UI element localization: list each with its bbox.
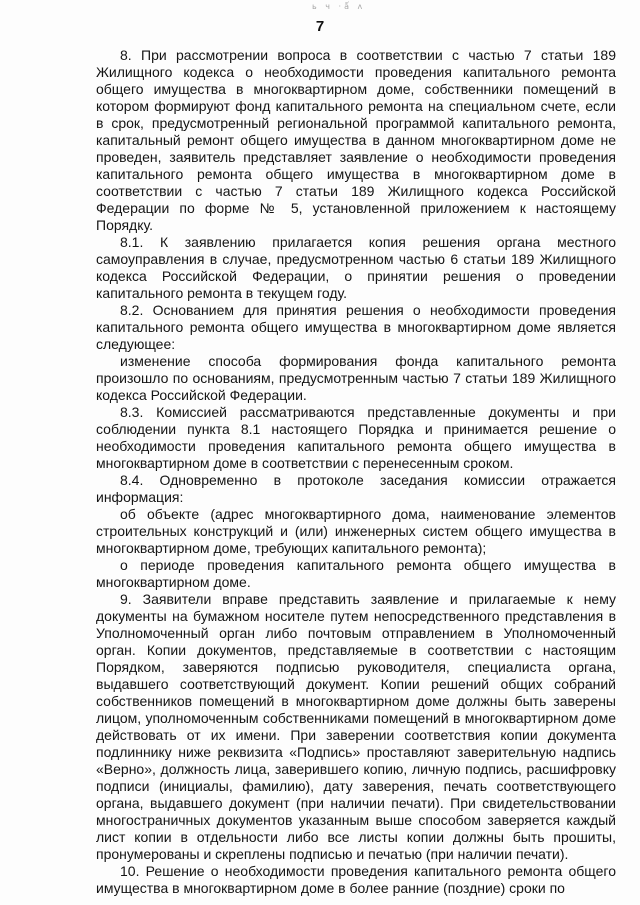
paragraph-10: 10. Решение о необходимости проведения капитального ремонта общего имущества в многоквартирном доме в более ранние (поздние) сроки по xyxy=(96,863,616,896)
paragraph-8-2: 8.2. Основанием для принятия решения о необходимости проведения капитального ремонта общего имущества в многоквартирном доме является следующее: xyxy=(96,302,616,352)
paragraph-8-3: 8.3. Комиссией рассматриваются представленные документы и при соблюдении пункта 8.1 настоящего Порядка и принимается решение о необходимости проведения капитального ремонта общего имущества в многоквартирном доме в соответствии с перенесенным сроком. xyxy=(96,404,616,471)
paragraph-8-4-item-object: об объекте (адрес многоквартирного дома, наименование элементов строительных конструкций и (или) инженерных систем общего имущества в многоквартирном доме, требующих капитального ремонта); xyxy=(96,506,616,556)
scan-marks: ь ч ·ǻ ʌ xyxy=(312,2,366,11)
paragraph-8: 8. При рассмотрении вопроса в соответствии с частью 7 статьи 189 Жилищного кодекса о необходимости проведения капитального ремонта общего имущества в многоквартирном доме, собственники помещений в котором формируют фонд капитального ремонта на специальном счете, если в срок, предусмотренный региональной программой капитального ремонта, капитальный ремонт общего имущества в данном многоквартирном доме не проведен, заявитель представляет заявление о необходимости проведения капитального ремонта общего имущества в многоквартирном доме в соответствии с частью 7 статьи 189 Жилищного кодекса Российской Федерации по форме № 5, установленной приложением к настоящему Порядку. xyxy=(96,47,616,233)
paragraph-8-2-item: изменение способа формирования фонда капитального ремонта произошло по основаниям, предусмотренным частью 7 статьи 189 Жилищного кодекса Российской Федерации. xyxy=(96,353,616,403)
paragraph-9: 9. Заявители вправе представить заявление и прилагаемые к нему документы на бумажном носителе путем непосредственного представления в Уполномоченный орган либо почтовым отправлением в Уполномоченный орган. Копии документов, представляемые в соответствии с настоящим Порядком, заверяются подписью руководителя, специалиста органа, выдавшего соответствующий документ. Копии решений общих собраний собственников помещений в многоквартирном доме должны быть заверены лицом, уполномоченным собственниками помещений в многоквартирном доме действовать от их имени. При заверении соответствия копии документа подлиннику ниже реквизита «Подпись» проставляют заверительную надпись «Верно», должность лица, заверившего копию, личную подпись, расшифровку подписи (инициалы, фамилию), дату заверения, печать соответствующего органа, выдавшего документ (при наличии печати). При свидетельствовании многостраничных документов указанным выше способом заверяется каждый лист копии в отдельности либо все листы копии должны быть прошиты, пронумерованы и скреплены подписью и печатью (при наличии печати). xyxy=(96,591,616,862)
paragraph-8-4-item-period: о периоде проведения капитального ремонта общего имущества в многоквартирном доме. xyxy=(96,557,616,590)
paragraph-8-4: 8.4. Одновременно в протоколе заседания комиссии отражается информация: xyxy=(96,472,616,505)
paragraph-8-1: 8.1. К заявлению прилагается копия решения органа местного самоуправления в случае, предусмотренном частью 6 статьи 189 Жилищного кодекса Российской Федерации, о принятии решения о проведении капитального ремонта в текущем году. xyxy=(96,234,616,301)
page-number: 7 xyxy=(315,18,325,35)
document-body xyxy=(96,47,616,897)
